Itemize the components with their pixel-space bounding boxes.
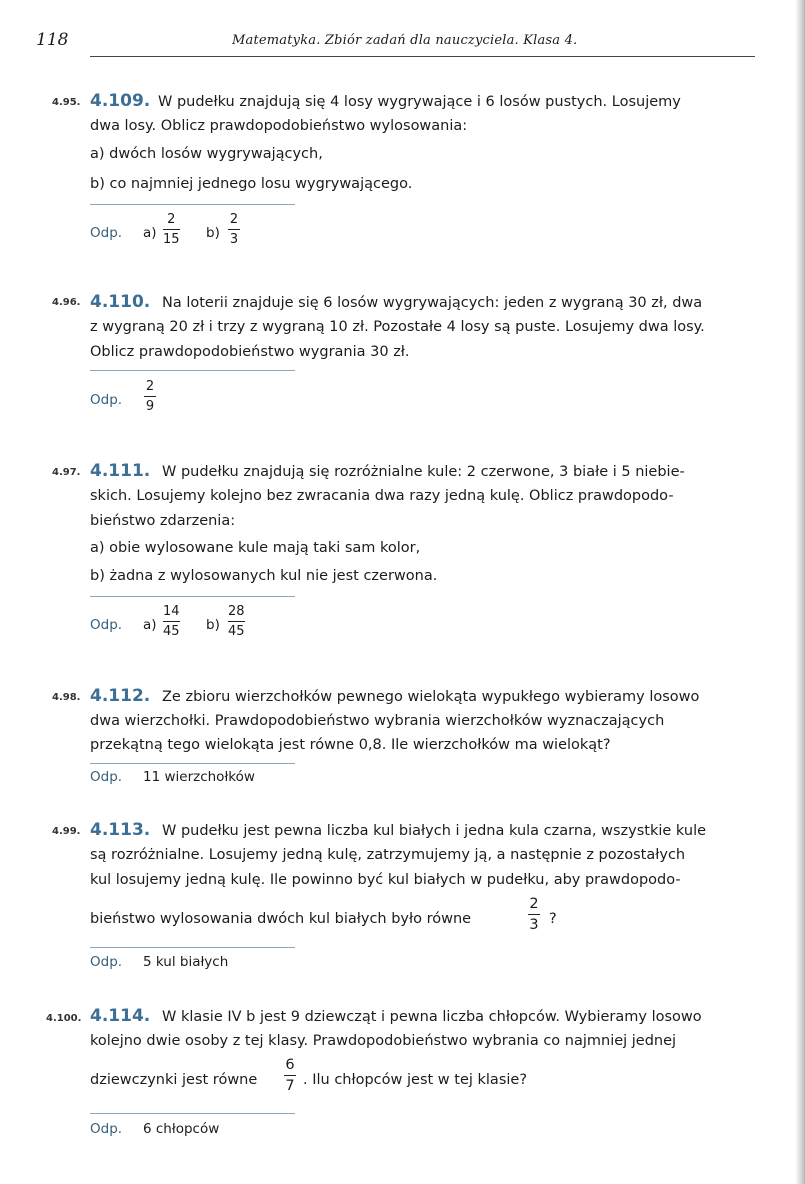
fraction-bar [163,621,180,622]
fraction-bar [144,396,156,397]
fraction-denominator: 3 [229,232,239,247]
problem-text-line: W pudełku znajdują się rozróżnialne kule: 2 czerwone, 3 białe i 5 niebie- [162,464,685,480]
problem-text-line: W pudełku jest pewna liczba kul białych i jedna kula czarna, wszystkie kule [162,823,707,839]
answer-divider [90,370,295,371]
answer-text: 5 kul białych [143,954,229,970]
answer-marker-b: b) [206,617,220,633]
subquestion-a: a) obie wylosowane kule mają taki sam kolor, [90,540,421,556]
answer-divider [90,596,295,597]
inline-fraction [528,896,540,934]
answer-fraction-b [228,212,240,248]
problem-text-line: dziewczynki jest równe [90,1072,258,1088]
problem-number: 4.113. [90,820,151,840]
answer-text: 11 wierzchołków [143,769,255,785]
answer-fraction-a [163,604,180,640]
fraction-bar [528,914,540,915]
problem-text-line: . Ilu chłopców jest w tej klasie? [303,1072,528,1088]
problem-number: 4.109. [90,91,151,111]
answer-label: Odp. [90,225,123,241]
subquestion-b: b) żadna z wylosowanych kul nie jest czerwona. [90,568,438,584]
problem-text-line: kul losujemy jedną kulę. Ile powinno być kul białych w pudełku, aby prawdopodo- [90,872,681,888]
fraction-denominator: 45 [228,624,245,639]
question-mark: ? [549,911,557,927]
answer-fraction-b [228,604,245,640]
answer-label: Odp. [90,1121,123,1137]
problem-text-line: dwa wierzchołki. Prawdopodobieństwo wybrania wierzchołków wyznaczających [90,713,665,729]
answer-label: Odp. [90,954,123,970]
answer-marker-b: b) [206,225,220,241]
fraction-numerator: 2 [167,212,176,227]
problem-text-line: skich. Losujemy kolejno bez zwracania dwa razy jedną kulę. Oblicz prawdopodo- [90,488,674,504]
problem-text-line: są rozróżnialne. Losujemy jedną kulę, zatrzymujemy ją, a następnie z pozostałych [90,847,686,863]
fraction-bar [228,621,245,622]
problem-text-line: bieństwo wylosowania dwóch kul białych było równe [90,911,472,927]
fraction-denominator: 15 [163,232,180,247]
answer-label: Odp. [90,392,123,408]
fraction-bar [163,229,180,230]
problem-reference: 4.100. [46,1013,82,1024]
problem-number: 4.112. [90,686,151,706]
fraction-numerator: 2 [145,379,155,394]
header-divider [90,56,755,57]
inline-fraction [284,1057,296,1095]
answer-fraction-a [163,212,180,248]
fraction-denominator: 3 [529,917,539,933]
problem-text-line: Oblicz prawdopodobieństwo wygrania 30 zł. [90,344,410,360]
running-title: Matematyka. Zbiór zadań dla nauczyciela. Klasa 4. [232,33,578,48]
fraction-numerator: 2 [229,212,239,227]
problem-text-line: W klasie IV b jest 9 dziewcząt i pewna liczba chłopców. Wybieramy losowo [162,1009,702,1025]
answer-divider [90,1113,295,1114]
fraction-numerator: 6 [285,1057,295,1073]
answer-marker-a: a) [143,225,157,241]
fraction-bar [228,229,240,230]
problem-reference: 4.96. [52,297,81,308]
problem-reference: 4.98. [52,692,81,703]
problem-reference: 4.97. [52,467,81,478]
problem-reference: 4.95. [52,97,81,108]
problem-number: 4.110. [90,292,151,312]
fraction-bar [284,1075,296,1076]
problem-text-line: bieństwo zdarzenia: [90,513,236,529]
problem-text-line: z wygraną 20 zł i trzy z wygraną 10 zł. Pozostałe 4 losy są puste. Losujemy dwa losy. [90,319,705,335]
fraction-numerator: 14 [163,604,180,619]
answer-label: Odp. [90,769,123,785]
fraction-denominator: 9 [145,399,155,414]
problem-text-line: Ze zbioru wierzchołków pewnego wielokąta wypukłego wybieramy losowo [162,689,700,705]
page-number: 118 [36,30,69,50]
answer-fraction [144,379,156,415]
fraction-denominator: 7 [285,1078,295,1094]
subquestion-b: b) co najmniej jednego losu wygrywającego. [90,176,413,192]
answer-divider [90,763,295,764]
problem-reference: 4.99. [52,826,81,837]
answer-label: Odp. [90,617,123,633]
answer-marker-a: a) [143,617,157,633]
problem-number: 4.114. [90,1006,151,1026]
problem-text-line: Na loterii znajduje się 6 losów wygrywających: jeden z wygraną 30 zł, dwa [162,295,703,311]
page-edge-shadow [795,0,805,1184]
answer-divider [90,947,295,948]
subquestion-a: a) dwóch losów wygrywających, [90,146,323,162]
fraction-numerator: 28 [228,604,245,619]
problem-text-line: dwa losy. Oblicz prawdopodobieństwo wylosowania: [90,118,468,134]
problem-number: 4.111. [90,461,151,481]
answer-text: 6 chłopców [143,1121,220,1137]
problem-text-line: W pudełku znajdują się 4 losy wygrywające i 6 losów pustych. Losujemy [158,94,681,110]
fraction-numerator: 2 [529,896,539,912]
fraction-denominator: 45 [163,624,180,639]
problem-text-line: kolejno dwie osoby z tej klasy. Prawdopodobieństwo wybrania co najmniej jednej [90,1033,677,1049]
problem-text-line: przekątną tego wielokąta jest równe 0,8. Ile wierzchołków ma wielokąt? [90,737,611,753]
answer-divider [90,204,295,205]
